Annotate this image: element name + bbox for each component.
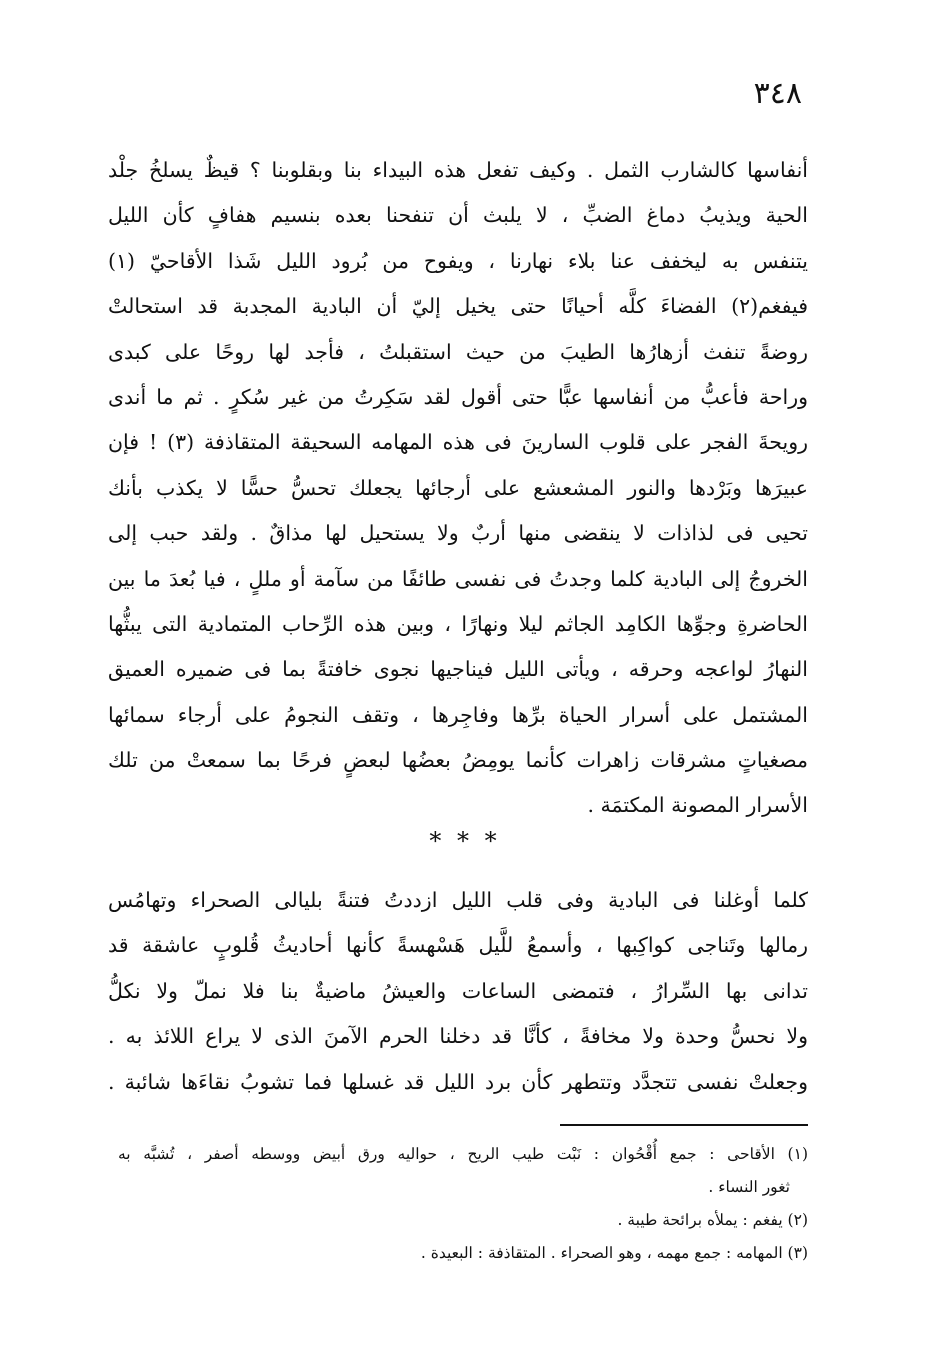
text-line: تدانى بها السِّرارُ ، فتمضى الساعات والعيشُ ماضيةٌ بنا فلا نملّ ولا نكلُّ bbox=[108, 978, 808, 1003]
text-line: وراحة فأعبُّ من أنفاسها عبًّا حتى أقول لقد سَكِرتُ من غير سُكرٍ . ثم ما أندى bbox=[108, 384, 808, 409]
footnote-2: (٢) يفغم : يملأه برائحة طيبة . bbox=[617, 1211, 808, 1229]
text-line: ولا نحسُّ وحدة ولا مخافةً ، كأنَّا قد دخلنا الحرم الآمنَ الذى لا يراع اللائذ به . bbox=[108, 1024, 808, 1049]
text-line: تحيى فى لذاذات لا ينقضى منها أربٌ ولا يستحيل لها مذاقٌ . ولقد حبب إلى bbox=[108, 521, 808, 546]
text-line: الحاضرةِ وجوِّها الكامِد الجاثم ليلا ونهارًا ، وبين هذه الرِّحاب المتمادية التى يبثُّها bbox=[108, 611, 808, 636]
text-line: روضةً تنفث أزهارُها الطيبَ من حيث استقبلتُ ، فأجد لها روحًا على كبدى bbox=[108, 339, 808, 364]
text-line: المشتمل على أسرار الحياة برِّها وفاجِرها ، وتقف النجومُ على أرجاء سمائها bbox=[108, 702, 808, 727]
text-line: النهارُ لواعجه وحرقه ، ويأتى الليل فيناجيها نجوى خافتةً بما فى ضميره العميق bbox=[108, 657, 808, 682]
footnote-3: (٣) المهامه : جمع مهمه ، وهو الصحراء . المتقاذفة : البعيدة . bbox=[420, 1244, 808, 1262]
text-line: الخروجُ إلى البادية كلما وجدتُ فى نفسى طائفًا من سآمة أو مللٍ ، فيا بُعدَ ما بين bbox=[108, 566, 808, 591]
text-line: وجعلتْ نفسى تتجدَّد وتتطهر كأن برد الليل قد غسلها فما تشوبُ نقاءَها شائبة . bbox=[108, 1069, 808, 1094]
footnote-1-continuation: ثغور النساء . bbox=[708, 1178, 790, 1196]
text-line: كلما أوغلنا فى البادية وفى قلب الليل ازددتُ فتنةً بليالى الصحراء وتهامُس bbox=[108, 888, 808, 912]
text-line: عبيرَها وبَرْدها والنور المشعشع على أرجائها يجعلك تحسُّ حسًّا لا يكذب بأنك bbox=[108, 475, 808, 500]
footnotes bbox=[118, 1138, 808, 1270]
page-number: ٣٤٨ bbox=[753, 76, 802, 111]
footnote-1: (١) الأقاحى : جمع أُقْحُوان : نَبْت طيب الريح ، حواليه ورق أبيض ووسطه أصفر ، تُشبَّه به bbox=[118, 1145, 808, 1163]
text-line: أنفاسها كالشارب الثمل . وكيف تفعل هذه البيداء بنا وبقلوبنا ؟ قيظٌ يسلخُ جلْد bbox=[108, 158, 808, 182]
text-line: الحية ويذيبُ دماغ الضبِّ ، لا يلبث أن تنفحنا بعده بنسيم هفافٍ كأن الليل bbox=[108, 203, 808, 228]
paragraph-2 bbox=[108, 878, 808, 1105]
text-line: رويحةَ الفجر على قلوب السارينَ فى هذه المهامه السحيقة المتقاذفة (٣) ! فإن bbox=[108, 430, 808, 455]
text-line: الأسرار المصونة المكتمَة . bbox=[587, 793, 808, 818]
text-line: رمالها وتَناجى كواكِبها ، وأسمعُ للَّيل هَسْهسةً كأنها أحاديثُ قُلوبٍ عاشقة قد bbox=[108, 933, 808, 958]
section-separator: * * * bbox=[429, 827, 501, 855]
footnote-divider bbox=[560, 1124, 808, 1126]
text-line: فيفغم(٢) الفضاءَ كلَّه أحيانًا حتى يخيل إليّ أن البادية المجدبة قد استحالتْ bbox=[108, 294, 808, 319]
paragraph-1 bbox=[108, 148, 808, 829]
text-line: مصغياتٍ مشرقات زاهرات كأنما يومِضُ بعضُها لبعضٍ فرحًا بما سمعتْ من تلك bbox=[108, 748, 808, 773]
text-line: يتنفس به ليخفف عنا بلاء نهارنا ، ويفوح من بُرود الليل شَذا الأقاحيّ (١) bbox=[108, 248, 808, 273]
